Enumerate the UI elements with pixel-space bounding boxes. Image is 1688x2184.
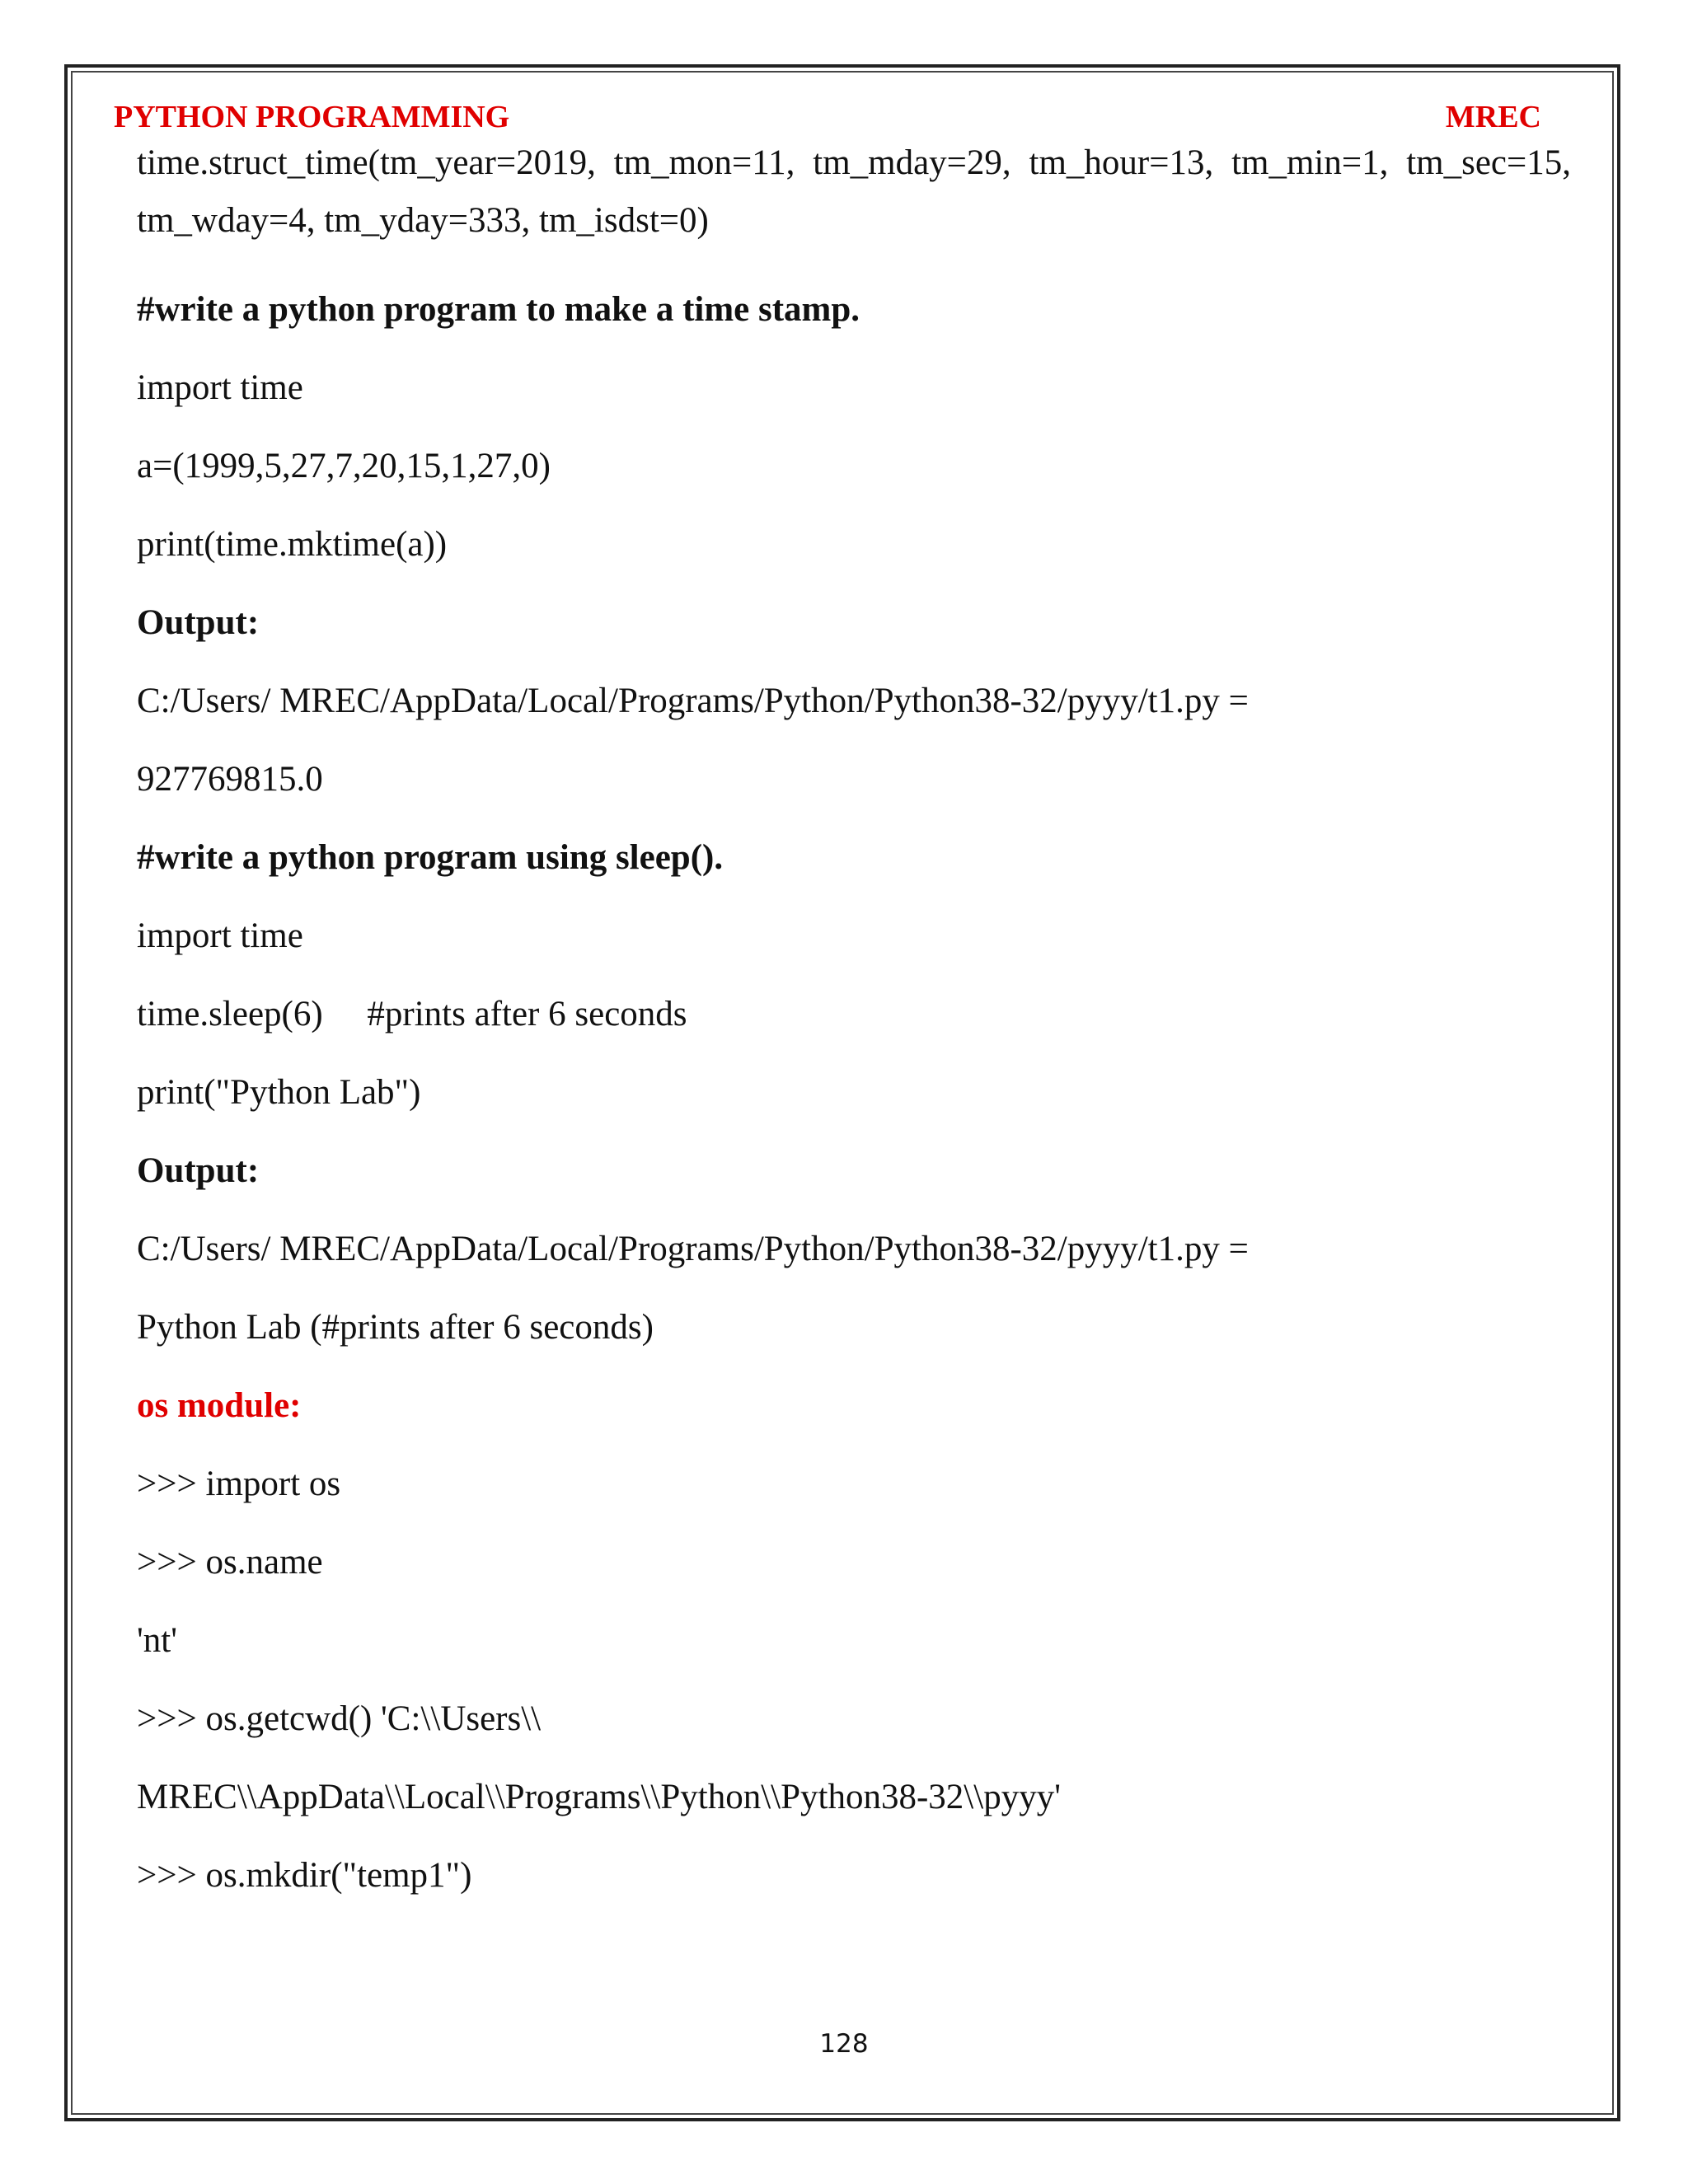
line-20: MREC\\AppData\\Local\\Programs\\Python\\Python38-32\\pyyy' [137,1778,1061,1816]
line-12: Output: [137,1151,260,1190]
page-number: 128 [819,2029,869,2059]
line-07: 927769815.0 [137,760,323,799]
line-09: import time [137,916,303,955]
header-course-title: PYTHON PROGRAMMING [114,100,510,134]
line-04: print(time.mktime(a)) [137,525,448,564]
line-18: 'nt' [137,1621,177,1660]
line-08: #write a python program using sleep(). [137,838,724,877]
line-10: time.sleep(6) #prints after 6 seconds [137,995,687,1033]
line-16: >>> import os [137,1465,341,1503]
line-13: C:/Users/ MREC/AppData/Local/Programs/Python/Python38-32/pyyy/t1.py = [137,1230,1249,1268]
line-05: Output: [137,603,260,642]
line-11: print("Python Lab") [137,1073,421,1112]
line-02: import time [137,368,303,407]
line-01: #write a python program to make a time stamp. [137,290,860,329]
line-06: C:/Users/ MREC/AppData/Local/Programs/Python/Python38-32/pyyy/t1.py = [137,682,1249,720]
line-03: a=(1999,5,27,7,20,15,1,27,0) [137,447,551,485]
document-body [137,134,1571,1915]
line-21: >>> os.mkdir("temp1") [137,1856,472,1895]
line-17: >>> os.name [137,1543,323,1582]
line-19: >>> os.getcwd() 'C:\\Users\\ [137,1699,542,1738]
struct-time-output: time.struct_time(tm_year=2019, tm_mon=11, tm_mday=29, tm_hour=13, tm_min=1, tm_sec=15, tm_wday=4, tm_yday=333, tm_isdst=0) [137,143,1571,240]
header-institution: MREC [1445,100,1541,134]
line-14: Python Lab (#prints after 6 seconds) [137,1308,654,1347]
section-heading-os-module: os module: [137,1386,302,1425]
